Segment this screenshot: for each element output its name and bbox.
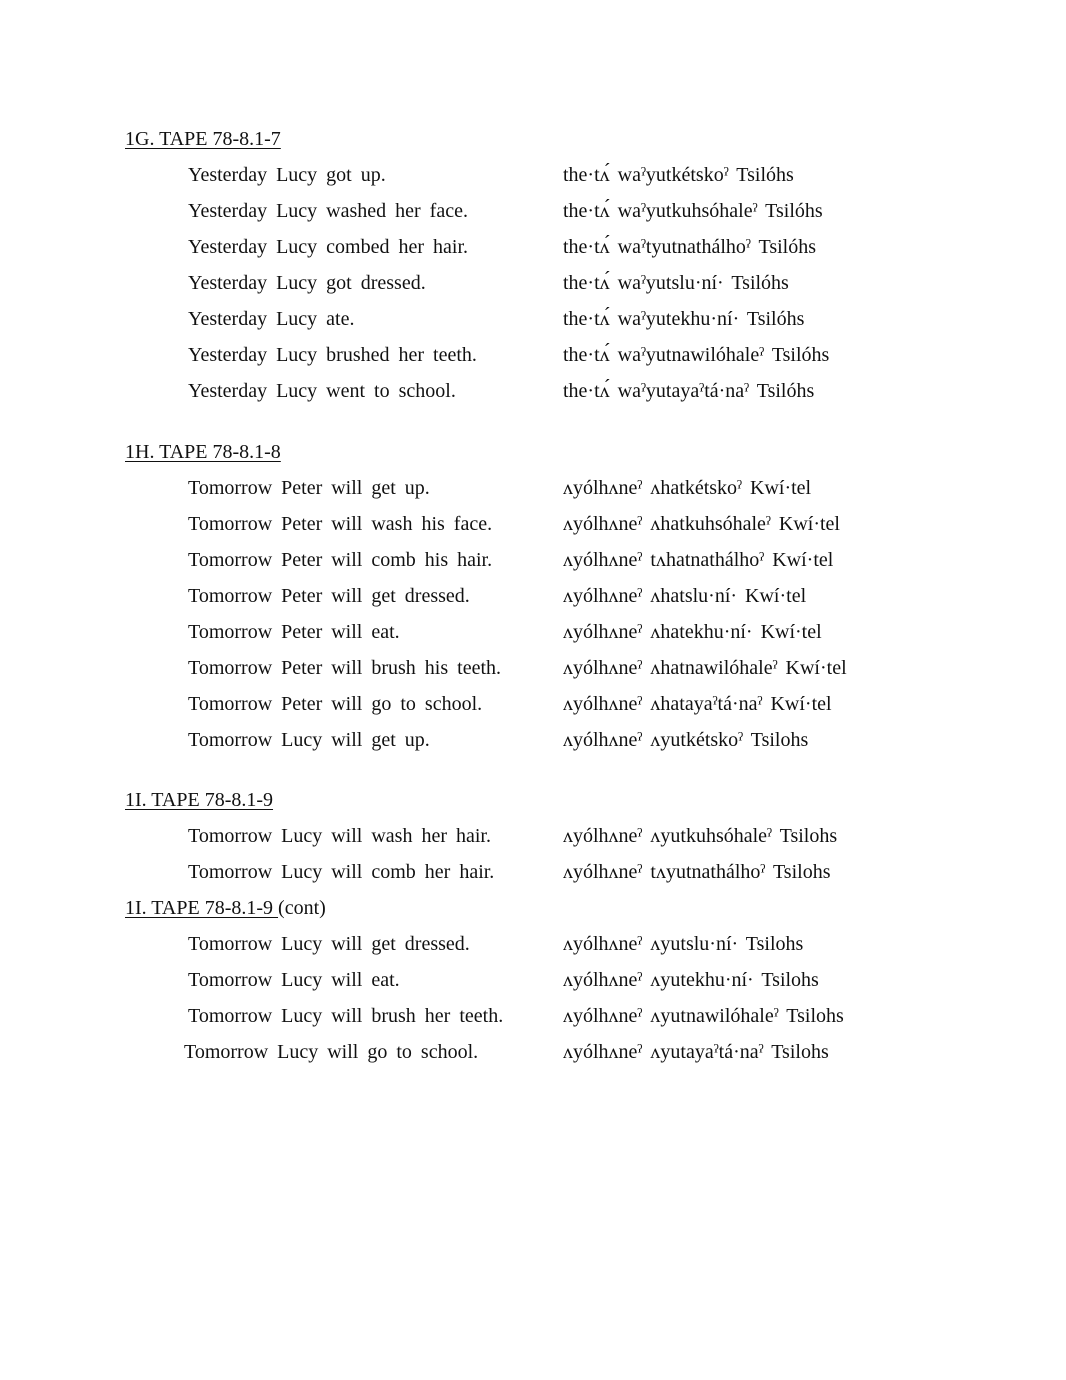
english-sentence: Tomorrow Peter will comb his hair. (188, 549, 493, 571)
oneida-translation: ʌyólhʌneˀ ʌhatkuhsóhaleˀ Kwí·tel (563, 513, 840, 535)
section-heading-text: 1I. TAPE 78-8.1-9 (125, 897, 279, 919)
sentence-row (0, 161, 1066, 189)
english-sentence: Tomorrow Lucy will brush her teeth. (188, 1005, 504, 1027)
english-sentence: Tomorrow Lucy will go to school. (184, 1041, 479, 1063)
sentence-row (0, 269, 1066, 297)
sentence-row (0, 858, 1066, 886)
section-heading-1i-cont (125, 896, 326, 920)
english-sentence: Tomorrow Lucy will comb her hair. (188, 861, 495, 883)
english-sentence: Yesterday Lucy brushed her teeth. (188, 344, 477, 366)
sentence-row (0, 618, 1066, 646)
oneida-translation: ʌyólhʌneˀ ʌyutkuhsóhaleˀ Tsilohs (563, 825, 838, 847)
sentence-row (0, 474, 1066, 502)
english-sentence: Yesterday Lucy washed her face. (188, 200, 468, 222)
oneida-translation: the·tʌ́ waˀyutslu·ní· Tsilóhs (563, 272, 789, 294)
oneida-translation: the·tʌ́ waˀyutkuhsóhaleˀ Tsilóhs (563, 200, 823, 222)
oneida-translation: ʌyólhʌneˀ ʌyutkétskoˀ Tsilohs (563, 729, 809, 751)
sentence-row (0, 510, 1066, 538)
english-sentence: Tomorrow Lucy will wash her hair. (188, 825, 491, 847)
sentence-row (0, 377, 1066, 405)
oneida-translation: the·tʌ́ waˀyutkétskoˀ Tsilóhs (563, 164, 794, 186)
english-sentence: Tomorrow Peter will get up. (188, 477, 430, 499)
sentence-row (0, 930, 1066, 958)
sentence-row (0, 822, 1066, 850)
oneida-translation: the·tʌ́ waˀyutayaˀtá·naˀ Tsilóhs (563, 380, 815, 402)
english-sentence: Tomorrow Lucy will get dressed. (188, 933, 470, 955)
english-sentence: Yesterday Lucy got dressed. (188, 272, 426, 294)
oneida-translation: ʌyólhʌneˀ ʌyutayaˀtá·naˀ Tsilohs (563, 1041, 829, 1063)
oneida-translation: ʌyólhʌneˀ ʌhatslu·ní· Kwí·tel (563, 585, 807, 607)
english-sentence: Tomorrow Peter will brush his teeth. (188, 657, 501, 679)
sentence-row (0, 966, 1066, 994)
sentence-row (0, 690, 1066, 718)
oneida-translation: ʌyólhʌneˀ ʌhatkétskoˀ Kwí·tel (563, 477, 812, 499)
section-heading-text: 1H. TAPE 78-8.1-8 (125, 441, 281, 463)
english-sentence: Yesterday Lucy got up. (188, 164, 386, 186)
sentence-row (0, 1038, 1066, 1066)
section-heading-1h (125, 440, 281, 464)
oneida-translation: ʌyólhʌneˀ tʌyutnathálhoˀ Tsilohs (563, 861, 831, 883)
sentence-row (0, 726, 1066, 754)
oneida-translation: ʌyólhʌneˀ ʌyutekhu·ní· Tsilohs (563, 969, 819, 991)
oneida-translation: the·tʌ́ waˀtyutnathálhoˀ Tsilóhs (563, 236, 817, 258)
english-sentence: Tomorrow Peter will eat. (188, 621, 400, 643)
sentence-row (0, 654, 1066, 682)
english-sentence: Yesterday Lucy ate. (188, 308, 355, 330)
sentence-row (0, 305, 1066, 333)
english-sentence: Tomorrow Lucy will get up. (188, 729, 430, 751)
section-heading-suffix: (cont) (278, 897, 326, 919)
oneida-translation: ʌyólhʌneˀ tʌhatnathálhoˀ Kwí·tel (563, 549, 834, 571)
oneida-translation: ʌyólhʌneˀ ʌyutslu·ní· Tsilohs (563, 933, 804, 955)
oneida-translation: ʌyólhʌneˀ ʌhatayaˀtá·naˀ Kwí·tel (563, 693, 832, 715)
oneida-translation: ʌyólhʌneˀ ʌhatekhu·ní· Kwí·tel (563, 621, 822, 643)
sentence-row (0, 582, 1066, 610)
section-heading-1g (125, 127, 281, 151)
section-heading-1i (125, 788, 273, 812)
section-heading-text: 1G. TAPE 78-8.1-7 (125, 128, 281, 150)
oneida-translation: ʌyólhʌneˀ ʌhatnawilóhaleˀ Kwí·tel (563, 657, 847, 679)
english-sentence: Tomorrow Peter will go to school. (188, 693, 483, 715)
sentence-row (0, 546, 1066, 574)
oneida-translation: the·tʌ́ waˀyutnawilóhaleˀ Tsilóhs (563, 344, 830, 366)
oneida-translation: the·tʌ́ waˀyutekhu·ní· Tsilóhs (563, 308, 805, 330)
english-sentence: Tomorrow Peter will wash his face. (188, 513, 493, 535)
sentence-row (0, 341, 1066, 369)
sentence-row (0, 233, 1066, 261)
english-sentence: Yesterday Lucy went to school. (188, 380, 456, 402)
english-sentence: Yesterday Lucy combed her hair. (188, 236, 469, 258)
oneida-translation: ʌyólhʌneˀ ʌyutnawilóhaleˀ Tsilohs (563, 1005, 844, 1027)
english-sentence: Tomorrow Peter will get dressed. (188, 585, 470, 607)
sentence-row (0, 1002, 1066, 1030)
section-heading-text: 1I. TAPE 78-8.1-9 (125, 789, 274, 811)
sentence-row (0, 197, 1066, 225)
english-sentence: Tomorrow Lucy will eat. (188, 969, 400, 991)
